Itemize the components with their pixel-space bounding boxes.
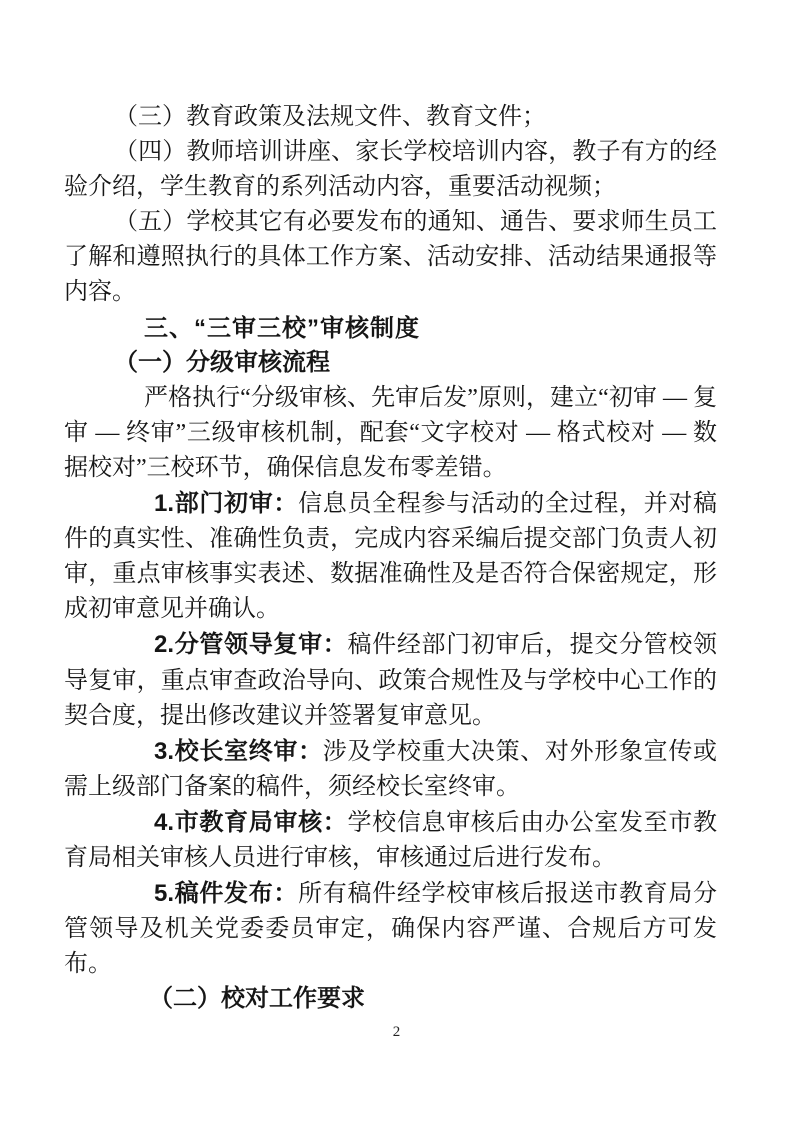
section-heading: 三、“三审三校”审核制度 xyxy=(144,314,420,342)
item-label: 1.部门初审： xyxy=(154,490,299,518)
item-label: 2.分管领导复审： xyxy=(154,631,348,659)
numbered-paragraph: 5.稿件发布：所有稿件经学校审核后报送市教育局分管领导及机关党委委员审定，确保内容严谨、合规后方可发布。 xyxy=(64,880,718,978)
page-number: 2 xyxy=(392,1024,401,1040)
doc-paragraph: 严格执行“分级审核、先审后发”原则，建立“初审 — 复审 — 终审”三级审核机制，配套“文字校对 — 格式校对 — 数据校对”三校环节，确保信息发布零差错。 xyxy=(64,384,717,481)
doc-paragraph: （四）教师培训讲座、家长学校培训内容，教子有方的经验介绍，学生教育的系列活动内容，重要活动视频； xyxy=(64,139,717,201)
numbered-paragraph: 4.市教育局审核：学校信息审核后由办公室发至市教育局相关审核人员进行审核，审核通过后进行发布。 xyxy=(64,808,718,871)
doc-paragraph: （五）学校其它有必要发布的通知、通告、要求师生员工了解和遵照执行的具体工作方案、活动安排、活动结果通报等内容。 xyxy=(64,209,717,306)
item-label: 4.市教育局审核： xyxy=(154,808,348,836)
section-heading: （二）校对工作要求 xyxy=(149,986,365,1013)
document-content xyxy=(64,100,717,1017)
section-heading: （一）分级审核流程 xyxy=(114,349,330,376)
numbered-paragraph: 1.部门初审：信息员全程参与活动的全过程，并对稿件的真实性、准确性负责，完成内容采编后提交部门负责人初审，重点审核事实表述、数据准确性及是否符合保密规定，形成初审意见并确认。 xyxy=(64,490,718,623)
item-label: 3.校长室终审： xyxy=(154,737,323,765)
numbered-paragraph: 3.校长室终审：涉及学校重大决策、对外形象宣传或需上级部门备案的稿件，须经校长室终审。 xyxy=(64,737,718,800)
item-label: 5.稿件发布： xyxy=(154,880,299,908)
doc-paragraph: （三）教育政策及法规文件、教育文件； xyxy=(114,104,546,130)
numbered-paragraph: 2.分管领导复审：稿件经部门初审后，提交分管校领导复审，重点审查政治导向、政策合规性及与学校中心工作的契合度，提出修改建议并签署复审意见。 xyxy=(64,631,718,729)
